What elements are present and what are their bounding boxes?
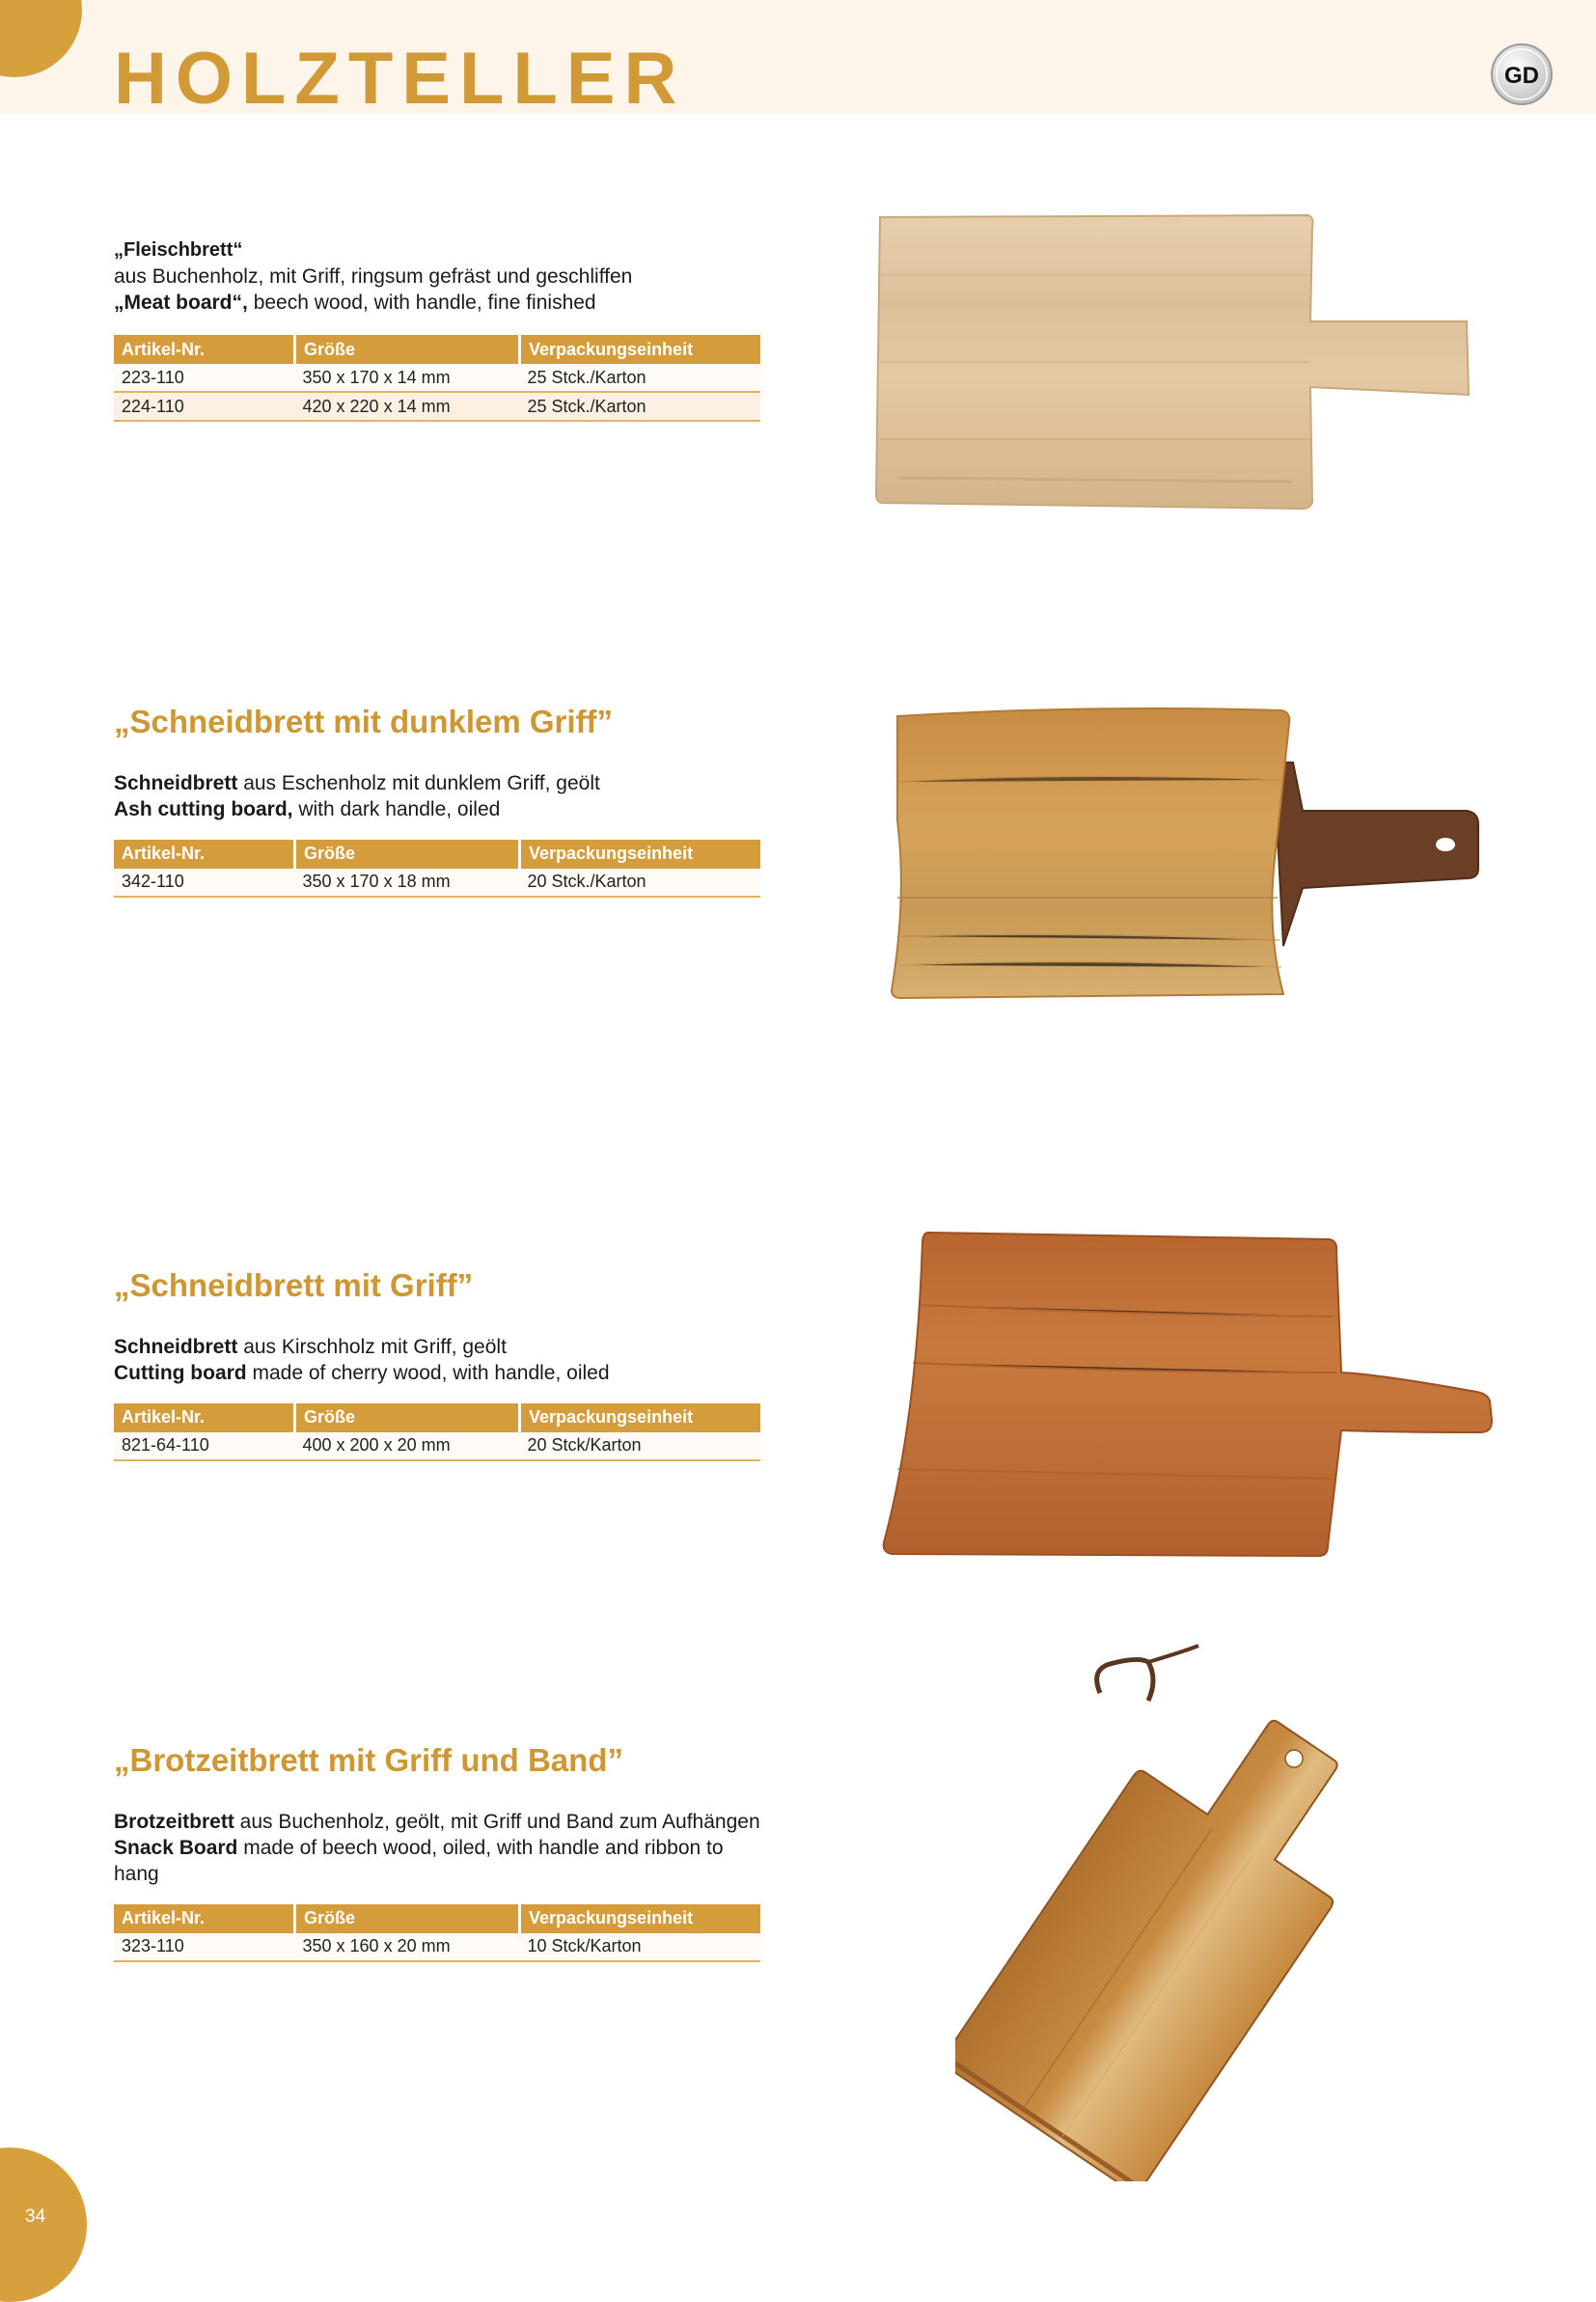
col-header-packing: Verpackungseinheit — [520, 840, 761, 869]
product-description-de: Brotzeitbrett aus Buchenholz, geölt, mit Griff und Band zum Aufhängen — [114, 1810, 760, 1833]
page-number: 34 — [25, 2206, 46, 2227]
packing-unit: 10 Stck/Karton — [520, 1933, 761, 1961]
brand-logo-icon — [1490, 42, 1554, 106]
product-section-cherry-board — [114, 1266, 770, 1461]
packing-unit: 20 Stck/Karton — [520, 1432, 761, 1460]
article-number: 342-110 — [114, 869, 295, 897]
product-section-ash-board — [114, 703, 770, 898]
col-header-packing: Verpackungseinheit — [520, 1904, 761, 1933]
table-row — [114, 1432, 760, 1460]
cherry-board-image — [878, 1228, 1573, 1566]
product-description-en: Snack Board made of beech wood, oiled, with handle and ribbon to hang — [114, 1836, 724, 1885]
product-description-en: „Meat board“, beech wood, with handle, fine finished — [114, 291, 596, 314]
product-description-de: Schneidbrett aus Eschenholz mit dunklem Griff, geölt — [114, 771, 600, 794]
product-description-en: Cutting board made of cherry wood, with handle, oiled — [114, 1361, 610, 1384]
packing-unit: 25 Stck./Karton — [520, 364, 761, 392]
section-heading: „Brotzeitbrett mit Griff und Band” — [114, 1742, 623, 1778]
size: 350 x 170 x 18 mm — [295, 869, 520, 897]
size: 350 x 160 x 20 mm — [295, 1933, 520, 1961]
product-section-meat-board — [114, 237, 770, 422]
svg-text:GD: GD — [1504, 63, 1539, 89]
section-heading: „Schneidbrett mit Griff” — [114, 1267, 474, 1303]
col-header-article: Artikel-Nr. — [114, 335, 295, 364]
col-header-size: Größe — [295, 1403, 520, 1432]
product-description-en: Ash cutting board, with dark handle, oiled — [114, 797, 501, 820]
spec-table — [114, 1904, 760, 1962]
product-title: „Fleischbrett“ — [114, 239, 243, 261]
size: 400 x 200 x 20 mm — [295, 1432, 520, 1460]
page-title: HOLZTELLER — [114, 38, 686, 120]
size: 420 x 220 x 14 mm — [295, 392, 520, 421]
article-number: 223-110 — [114, 364, 295, 392]
table-row — [114, 869, 760, 897]
col-header-packing: Verpackungseinheit — [520, 335, 761, 364]
size: 350 x 170 x 14 mm — [295, 364, 520, 392]
article-number: 821-64-110 — [114, 1432, 295, 1460]
product-section-snack-board — [114, 1741, 770, 1962]
packing-unit: 25 Stck./Karton — [520, 392, 761, 421]
section-heading: „Schneidbrett mit dunklem Griff” — [114, 704, 614, 739]
col-header-size: Größe — [295, 840, 520, 869]
table-row — [114, 1933, 760, 1961]
col-header-size: Größe — [295, 1904, 520, 1933]
meat-board-image — [868, 208, 1486, 516]
product-description-de: aus Buchenholz, mit Griff, ringsum gefräst und geschliffen — [114, 265, 633, 288]
spec-table — [114, 840, 760, 898]
spec-table — [114, 1403, 760, 1461]
article-number: 224-110 — [114, 392, 295, 421]
table-row — [114, 364, 760, 392]
col-header-article: Artikel-Nr. — [114, 1403, 295, 1432]
col-header-size: Größe — [295, 335, 520, 364]
col-header-packing: Verpackungseinheit — [520, 1403, 761, 1432]
article-number: 323-110 — [114, 1933, 295, 1961]
snack-board-image — [955, 1641, 1390, 2181]
packing-unit: 20 Stck./Karton — [520, 869, 761, 897]
product-description-de: Schneidbrett aus Kirschholz mit Griff, geölt — [114, 1335, 507, 1358]
table-row — [114, 392, 760, 421]
col-header-article: Artikel-Nr. — [114, 1904, 295, 1933]
col-header-article: Artikel-Nr. — [114, 840, 295, 869]
spec-table — [114, 335, 760, 422]
ash-board-image — [878, 705, 1496, 1004]
